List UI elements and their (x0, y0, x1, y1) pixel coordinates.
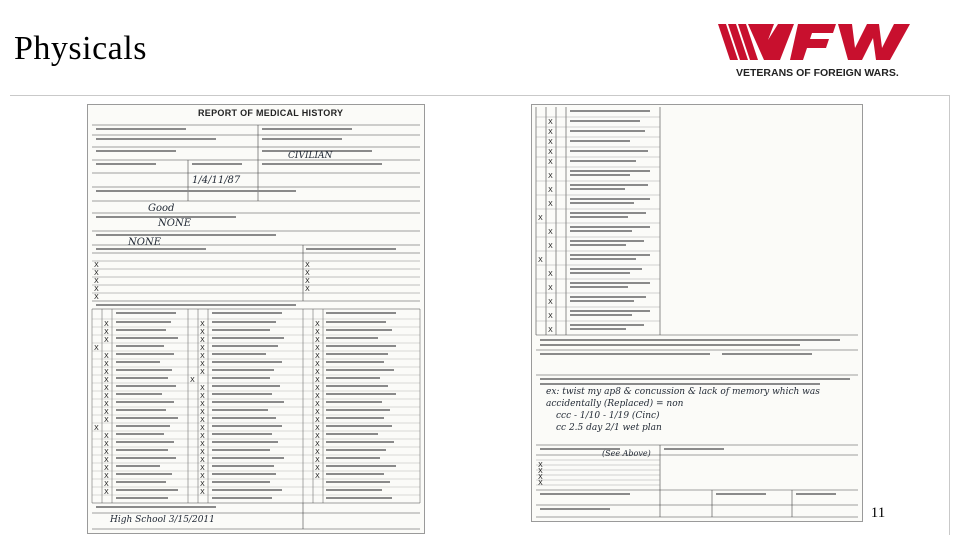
svg-text:X: X (200, 384, 205, 392)
svg-text:X: X (200, 416, 205, 424)
svg-text:X: X (190, 376, 195, 384)
svg-text:X: X (315, 392, 320, 400)
svg-text:X: X (104, 320, 109, 328)
svg-text:X: X (104, 392, 109, 400)
svg-text:X: X (104, 400, 109, 408)
allergies-handwritten: NONE (128, 237, 161, 248)
svg-text:X: X (200, 392, 205, 400)
signature-note: (See Above) (602, 449, 651, 458)
svg-text:X: X (548, 298, 553, 306)
svg-text:X: X (315, 360, 320, 368)
svg-text:X: X (315, 376, 320, 384)
svg-text:X: X (200, 360, 205, 368)
svg-text:X: X (94, 424, 99, 432)
svg-text:X: X (538, 473, 543, 481)
svg-text:X: X (548, 270, 553, 278)
svg-text:X: X (315, 408, 320, 416)
svg-text:X: X (104, 464, 109, 472)
medical-history-form-page-2 (531, 104, 863, 522)
page-number: 11 (870, 505, 886, 521)
slide-title: Physicals (14, 30, 147, 67)
education-handwritten: High School 3/15/2011 (110, 515, 215, 525)
svg-text:X: X (200, 368, 205, 376)
svg-text:X: X (94, 293, 99, 301)
svg-text:X: X (548, 128, 553, 136)
form-grid (88, 105, 424, 533)
svg-text:X: X (104, 352, 109, 360)
svg-text:X: X (548, 118, 553, 126)
svg-text:X: X (538, 214, 543, 222)
svg-text:X: X (94, 285, 99, 293)
svg-text:X: X (104, 432, 109, 440)
svg-text:X: X (315, 424, 320, 432)
svg-text:X: X (104, 480, 109, 488)
svg-text:X: X (104, 440, 109, 448)
svg-text:X: X (104, 336, 109, 344)
medical-history-form-page-1 (87, 104, 425, 534)
svg-text:X: X (104, 360, 109, 368)
svg-text:X: X (315, 416, 320, 424)
svg-text:X: X (200, 472, 205, 480)
svg-text:X: X (94, 277, 99, 285)
svg-text:X: X (94, 269, 99, 277)
svg-text:X: X (200, 424, 205, 432)
svg-text:X: X (315, 368, 320, 376)
svg-text:X: X (315, 432, 320, 440)
svg-text:X: X (104, 408, 109, 416)
note-line-2: accidentally (Replaced) = non (546, 399, 684, 409)
svg-text:X: X (548, 200, 553, 208)
svg-text:X: X (315, 328, 320, 336)
svg-text:X: X (200, 464, 205, 472)
exam-date-handwritten: 1/4/11/87 (192, 175, 241, 186)
svg-text:X: X (200, 488, 205, 496)
svg-text:X: X (200, 352, 205, 360)
svg-text:VETERANS OF FOREIGN WARS.: VETERANS OF FOREIGN WARS. (736, 67, 899, 79)
svg-text:X: X (305, 277, 310, 285)
svg-text:X: X (315, 464, 320, 472)
svg-text:X: X (94, 344, 99, 352)
svg-text:X: X (104, 488, 109, 496)
svg-text:X: X (315, 440, 320, 448)
svg-text:X: X (305, 261, 310, 269)
svg-text:X: X (200, 440, 205, 448)
svg-text:X: X (548, 186, 553, 194)
svg-text:X: X (315, 352, 320, 360)
svg-text:X: X (548, 284, 553, 292)
svg-text:X: X (104, 328, 109, 336)
note-line-4: cc 2.5 day 2/1 wet plan (556, 423, 662, 433)
svg-text:X: X (538, 461, 543, 469)
svg-text:X: X (104, 448, 109, 456)
svg-text:X: X (538, 479, 543, 487)
svg-text:X: X (104, 376, 109, 384)
svg-text:X: X (104, 368, 109, 376)
svg-text:X: X (315, 472, 320, 480)
svg-text:X: X (315, 384, 320, 392)
svg-text:X: X (315, 344, 320, 352)
svg-text:X: X (200, 456, 205, 464)
svg-text:X: X (104, 456, 109, 464)
svg-text:X: X (200, 432, 205, 440)
note-line-1: ex: twist my ap8 & concussion & lack of memory which was (546, 387, 820, 397)
svg-text:X: X (315, 456, 320, 464)
svg-text:X: X (548, 138, 553, 146)
svg-text:X: X (538, 256, 543, 264)
svg-text:X: X (200, 344, 205, 352)
svg-text:X: X (200, 480, 205, 488)
svg-text:X: X (200, 448, 205, 456)
svg-text:X: X (200, 400, 205, 408)
svg-text:X: X (200, 408, 205, 416)
svg-text:X: X (200, 320, 205, 328)
svg-text:X: X (538, 467, 543, 475)
svg-text:X: X (104, 384, 109, 392)
medications-handwritten: NONE (158, 218, 191, 229)
note-line-3: ccc - 1/10 - 1/19 (Cinc) (556, 411, 660, 421)
svg-text:X: X (104, 472, 109, 480)
form-title: REPORT OF MEDICAL HISTORY (198, 108, 344, 118)
vfw-logo (716, 20, 916, 82)
svg-text:X: X (94, 261, 99, 269)
svg-text:X: X (315, 400, 320, 408)
svg-text:X: X (315, 448, 320, 456)
form-grid-2 (532, 105, 862, 521)
right-border (949, 95, 950, 535)
svg-text:X: X (548, 312, 553, 320)
svg-text:X: X (548, 158, 553, 166)
svg-text:X: X (315, 320, 320, 328)
svg-text:X: X (548, 228, 553, 236)
svg-text:X: X (315, 336, 320, 344)
svg-text:X: X (548, 172, 553, 180)
svg-text:X: X (104, 416, 109, 424)
svg-text:X: X (200, 328, 205, 336)
header-divider (10, 95, 950, 96)
svg-text:X: X (548, 242, 553, 250)
position-handwritten: CIVILIAN (288, 151, 333, 161)
health-handwritten: Good (148, 203, 175, 214)
svg-text:X: X (200, 336, 205, 344)
svg-text:X: X (305, 285, 310, 293)
svg-text:X: X (548, 148, 553, 156)
svg-text:X: X (305, 269, 310, 277)
svg-text:X: X (548, 326, 553, 334)
